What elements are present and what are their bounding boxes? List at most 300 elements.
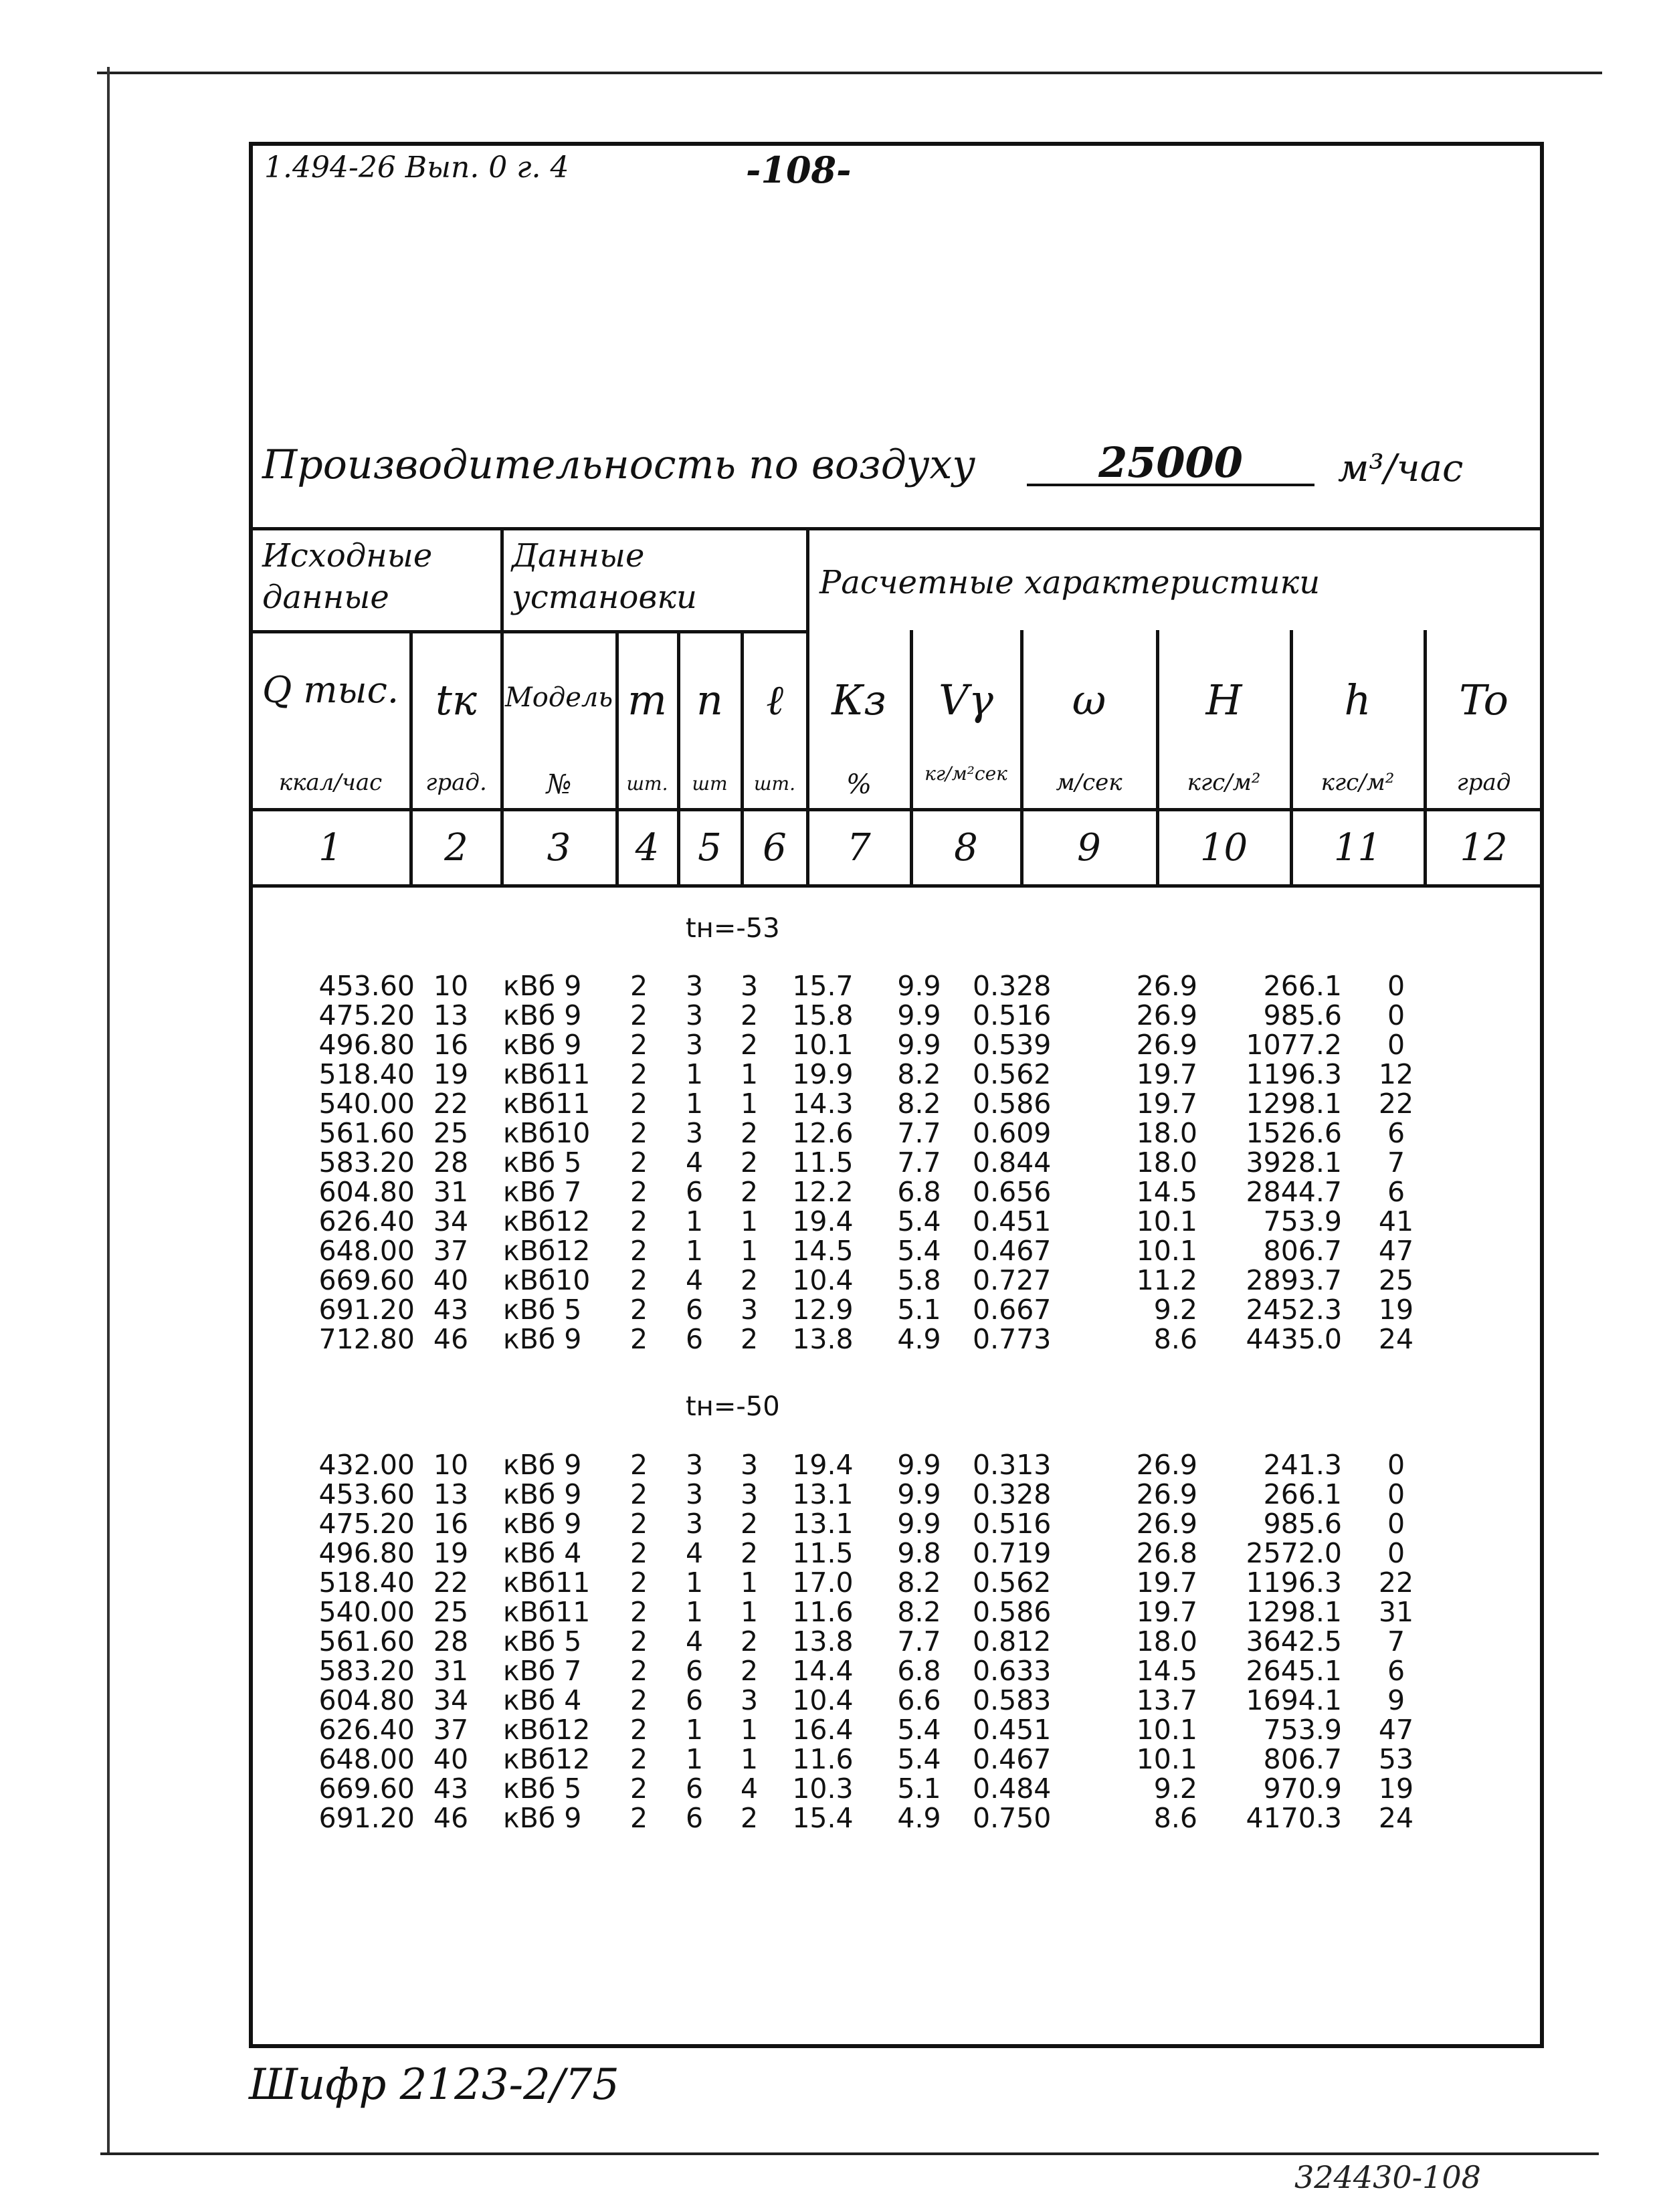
table-cell-col-11: 266.1 — [1263, 970, 1342, 1002]
table-cell-col-6: 2 — [740, 1537, 759, 1569]
table-cell-col-6: 4 — [740, 1773, 759, 1805]
table-cell-col-5: 6 — [685, 1802, 704, 1834]
table-cell-col-3: кВб 9 — [503, 1449, 582, 1481]
table-cell-col-1: 453.60 — [318, 1478, 415, 1510]
table-cell-col-12: 6 — [1387, 1176, 1405, 1208]
data-table-tn-53 — [256, 971, 1440, 1354]
table-cell-col-7: 16.4 — [792, 1714, 854, 1746]
table-cell-col-2: 37 — [433, 1235, 469, 1267]
table-cell-col-4: 2 — [629, 1449, 648, 1481]
table-cell-col-11: 2572.0 — [1246, 1537, 1342, 1569]
table-cell-col-12: 12 — [1378, 1058, 1414, 1090]
table-cell-col-1: 540.00 — [318, 1088, 415, 1120]
table-cell-col-11: 1196.3 — [1246, 1567, 1342, 1599]
table-cell-col-6: 2 — [740, 1029, 759, 1061]
table-cell-col-7: 10.4 — [792, 1264, 854, 1296]
table-cell-col-11: 3642.5 — [1246, 1625, 1342, 1657]
data-table-tn-50 — [256, 1450, 1440, 1833]
table-cell-col-12: 19 — [1378, 1294, 1414, 1326]
table-cell-col-4: 2 — [629, 1058, 648, 1090]
table-cell-col-6: 3 — [740, 1478, 759, 1510]
table-cell-col-10: 19.7 — [1136, 1596, 1197, 1628]
table-cell-col-3: кВб 5 — [503, 1773, 582, 1805]
table-cell-col-5: 3 — [685, 1117, 704, 1149]
table-cell-col-8: 5.4 — [897, 1714, 941, 1746]
table-cell-col-2: 19 — [433, 1058, 469, 1090]
table-cell-col-2: 31 — [433, 1655, 469, 1687]
table-cell-col-9: 0.633 — [973, 1655, 1052, 1687]
section-label-tn-50: tн=-50 — [686, 1391, 780, 1422]
table-cell-col-2: 43 — [433, 1773, 469, 1805]
table-row — [256, 1060, 1440, 1089]
table-cell-col-7: 13.8 — [792, 1323, 854, 1355]
col-12-number: 12 — [1460, 826, 1508, 870]
table-cell-col-11: 753.9 — [1263, 1714, 1342, 1746]
table-cell-col-10: 18.0 — [1136, 1146, 1197, 1179]
table-cell-col-12: 6 — [1387, 1117, 1405, 1149]
table-cell-col-8: 5.1 — [897, 1294, 941, 1326]
section-label-tn-53: tн=-53 — [686, 913, 780, 944]
col-2-unit: град. — [425, 769, 487, 796]
table-cell-col-8: 7.7 — [897, 1146, 941, 1179]
table-cell-col-7: 13.8 — [792, 1625, 854, 1657]
table-cell-col-1: 496.80 — [318, 1537, 415, 1569]
table-cell-col-4: 2 — [629, 1117, 648, 1149]
table-cell-col-8: 9.9 — [897, 1508, 941, 1540]
table-cell-col-7: 11.6 — [792, 1743, 854, 1775]
table-cell-col-9: 0.451 — [973, 1714, 1052, 1746]
table-cell-col-5: 3 — [685, 1449, 704, 1481]
table-cell-col-10: 9.2 — [1153, 1294, 1197, 1326]
table-cell-col-7: 10.1 — [792, 1029, 854, 1061]
table-cell-col-8: 5.1 — [897, 1773, 941, 1805]
table-cell-col-12: 0 — [1387, 970, 1405, 1002]
table-cell-col-6: 2 — [740, 1176, 759, 1208]
table-cell-col-10: 19.7 — [1136, 1567, 1197, 1599]
group-initial-data: Исходные данные — [262, 537, 433, 616]
table-cell-col-2: 10 — [433, 1449, 469, 1481]
col-6-number: 6 — [763, 826, 787, 870]
table-cell-col-9: 0.719 — [973, 1537, 1052, 1569]
table-cell-col-1: 496.80 — [318, 1029, 415, 1061]
table-cell-col-5: 3 — [685, 999, 704, 1031]
table-cell-col-7: 19.4 — [792, 1205, 854, 1237]
table-cell-col-11: 2893.7 — [1246, 1264, 1342, 1296]
col-5-unit: шт — [692, 773, 728, 795]
table-cell-col-5: 1 — [685, 1567, 704, 1599]
table-cell-col-11: 806.7 — [1263, 1743, 1342, 1775]
table-cell-col-3: кВб 7 — [503, 1176, 582, 1208]
table-cell-col-12: 53 — [1378, 1743, 1414, 1775]
table-cell-col-1: 540.00 — [318, 1596, 415, 1628]
table-cell-col-10: 10.1 — [1136, 1205, 1197, 1237]
table-cell-col-4: 2 — [629, 1264, 648, 1296]
capacity-label: Производительность по воздуху — [262, 441, 976, 488]
table-cell-col-1: 648.00 — [318, 1743, 415, 1775]
table-cell-col-6: 3 — [740, 970, 759, 1002]
table-cell-col-3: кВб 7 — [503, 1655, 582, 1687]
table-cell-col-3: кВб 9 — [503, 999, 582, 1031]
table-cell-col-8: 8.2 — [897, 1567, 941, 1599]
table-cell-col-4: 2 — [629, 1714, 648, 1746]
table-cell-col-3: кВб11 — [503, 1596, 591, 1628]
col-7-symbol: Кз — [832, 676, 886, 724]
table-cell-col-8: 9.8 — [897, 1537, 941, 1569]
table-cell-col-1: 583.20 — [318, 1146, 415, 1179]
table-cell-col-1: 518.40 — [318, 1567, 415, 1599]
table-cell-col-12: 25 — [1378, 1264, 1414, 1296]
table-cell-col-3: кВб10 — [503, 1264, 591, 1296]
table-cell-col-11: 2452.3 — [1246, 1294, 1342, 1326]
table-cell-col-9: 0.812 — [973, 1625, 1052, 1657]
table-cell-col-6: 1 — [740, 1205, 759, 1237]
table-cell-col-11: 4435.0 — [1246, 1323, 1342, 1355]
table-cell-col-3: кВб 5 — [503, 1625, 582, 1657]
table-cell-col-8: 8.2 — [897, 1088, 941, 1120]
table-cell-col-6: 1 — [740, 1567, 759, 1599]
col-7-number: 7 — [847, 826, 871, 870]
table-cell-col-9: 0.562 — [973, 1058, 1052, 1090]
table-cell-col-8: 7.7 — [897, 1625, 941, 1657]
document-code: 1.494-26 Вып. 0 г. 4 — [264, 150, 569, 185]
table-cell-col-12: 24 — [1378, 1323, 1414, 1355]
table-cell-col-2: 25 — [433, 1117, 469, 1149]
table-cell-col-6: 1 — [740, 1058, 759, 1090]
table-cell-col-12: 0 — [1387, 1478, 1405, 1510]
table-cell-col-4: 2 — [629, 1684, 648, 1716]
table-cell-col-7: 15.7 — [792, 970, 854, 1002]
table-cell-col-5: 6 — [685, 1294, 704, 1326]
table-cell-col-2: 16 — [433, 1029, 469, 1061]
table-cell-col-11: 753.9 — [1263, 1205, 1342, 1237]
table-cell-col-7: 11.5 — [792, 1146, 854, 1179]
bottom-border-rule — [100, 2152, 1599, 2155]
table-cell-col-2: 31 — [433, 1176, 469, 1208]
table-cell-col-7: 19.9 — [792, 1058, 854, 1090]
table-cell-col-9: 0.773 — [973, 1323, 1052, 1355]
col-3-number: 3 — [547, 826, 571, 870]
table-cell-col-8: 4.9 — [897, 1802, 941, 1834]
table-row — [256, 1030, 1440, 1060]
table-cell-col-7: 12.9 — [792, 1294, 854, 1326]
table-cell-col-10: 18.0 — [1136, 1625, 1197, 1657]
table-cell-col-12: 9 — [1387, 1684, 1405, 1716]
table-cell-col-11: 4170.3 — [1246, 1802, 1342, 1834]
table-cell-col-6: 3 — [740, 1449, 759, 1481]
table-cell-col-9: 0.583 — [973, 1684, 1052, 1716]
table-cell-col-11: 1196.3 — [1246, 1058, 1342, 1090]
table-cell-col-11: 1694.1 — [1246, 1684, 1342, 1716]
top-border-rule — [97, 72, 1602, 74]
col-4-unit: шт. — [626, 773, 668, 795]
table-cell-col-3: кВб12 — [503, 1743, 591, 1775]
table-cell-col-6: 2 — [740, 1655, 759, 1687]
table-cell-col-8: 4.9 — [897, 1323, 941, 1355]
table-cell-col-5: 1 — [685, 1205, 704, 1237]
table-cell-col-6: 2 — [740, 1323, 759, 1355]
table-cell-col-9: 0.586 — [973, 1596, 1052, 1628]
table-cell-col-6: 1 — [740, 1714, 759, 1746]
table-cell-col-10: 9.2 — [1153, 1773, 1197, 1805]
table-cell-col-3: кВб 4 — [503, 1684, 582, 1716]
table-cell-col-5: 4 — [685, 1264, 704, 1296]
table-row — [256, 1509, 1440, 1538]
table-cell-col-1: 561.60 — [318, 1625, 415, 1657]
table-cell-col-1: 626.40 — [318, 1205, 415, 1237]
table-cell-col-1: 583.20 — [318, 1655, 415, 1687]
table-cell-col-1: 604.80 — [318, 1684, 415, 1716]
table-cell-col-4: 2 — [629, 999, 648, 1031]
table-row — [256, 1715, 1440, 1744]
table-cell-col-5: 4 — [685, 1537, 704, 1569]
table-cell-col-8: 9.9 — [897, 970, 941, 1002]
capacity-unit: м³/час — [1338, 447, 1464, 490]
table-cell-col-5: 1 — [685, 1235, 704, 1267]
table-cell-col-5: 3 — [685, 1029, 704, 1061]
table-cell-col-6: 1 — [740, 1235, 759, 1267]
table-cell-col-7: 17.0 — [792, 1567, 854, 1599]
table-cell-col-10: 26.8 — [1136, 1537, 1197, 1569]
table-cell-col-9: 0.750 — [973, 1802, 1052, 1834]
table-cell-col-9: 0.586 — [973, 1088, 1052, 1120]
table-cell-col-11: 1298.1 — [1246, 1088, 1342, 1120]
table-cell-col-12: 47 — [1378, 1714, 1414, 1746]
table-cell-col-4: 2 — [629, 1088, 648, 1120]
table-cell-col-2: 40 — [433, 1743, 469, 1775]
table-cell-col-12: 0 — [1387, 1449, 1405, 1481]
table-cell-col-3: кВб 5 — [503, 1146, 582, 1179]
table-cell-col-5: 1 — [685, 1596, 704, 1628]
col-3-unit: № — [546, 769, 572, 800]
table-cell-col-4: 2 — [629, 1625, 648, 1657]
table-cell-col-5: 4 — [685, 1625, 704, 1657]
table-cell-col-3: кВб 9 — [503, 1508, 582, 1540]
col-8-unit: кг/м²сек — [924, 763, 1007, 785]
col-11-symbol: h — [1344, 676, 1371, 724]
table-cell-col-11: 1077.2 — [1246, 1029, 1342, 1061]
table-cell-col-2: 22 — [433, 1088, 469, 1120]
table-cell-col-11: 266.1 — [1263, 1478, 1342, 1510]
col-3-symbol: Модель — [504, 682, 613, 713]
table-cell-col-11: 985.6 — [1263, 1508, 1342, 1540]
footer-code: Шифр 2123-2/75 — [249, 2060, 619, 2110]
table-cell-col-2: 16 — [433, 1508, 469, 1540]
table-cell-col-3: кВб12 — [503, 1235, 591, 1267]
table-cell-col-6: 2 — [740, 1264, 759, 1296]
table-cell-col-4: 2 — [629, 1146, 648, 1179]
table-cell-col-4: 2 — [629, 1205, 648, 1237]
capacity-value: 25000 — [1098, 438, 1243, 487]
table-row — [256, 1295, 1440, 1324]
table-cell-col-1: 453.60 — [318, 970, 415, 1002]
table-row — [256, 1148, 1440, 1177]
col-6-unit: шт. — [754, 773, 795, 795]
table-cell-col-1: 518.40 — [318, 1058, 415, 1090]
table-row — [256, 1656, 1440, 1686]
table-cell-col-10: 19.7 — [1136, 1058, 1197, 1090]
table-cell-col-6: 2 — [740, 1625, 759, 1657]
table-cell-col-5: 4 — [685, 1146, 704, 1179]
col-11-unit: кгс/м² — [1321, 769, 1395, 796]
table-cell-col-6: 1 — [740, 1596, 759, 1628]
table-cell-col-5: 3 — [685, 1508, 704, 1540]
table-row — [256, 1627, 1440, 1656]
table-cell-col-7: 13.1 — [792, 1478, 854, 1510]
col-7-unit: % — [846, 769, 872, 800]
table-cell-col-3: кВб 9 — [503, 1029, 582, 1061]
table-cell-col-9: 0.467 — [973, 1235, 1052, 1267]
table-cell-col-12: 31 — [1378, 1596, 1414, 1628]
header-rule-top — [251, 527, 1542, 530]
table-cell-col-10: 13.7 — [1136, 1684, 1197, 1716]
col-10-unit: кгс/м² — [1187, 769, 1261, 796]
table-cell-col-10: 8.6 — [1153, 1802, 1197, 1834]
table-cell-col-5: 3 — [685, 1478, 704, 1510]
table-cell-col-9: 0.516 — [973, 999, 1052, 1031]
table-cell-col-4: 2 — [629, 1773, 648, 1805]
table-cell-col-10: 11.2 — [1136, 1264, 1197, 1296]
col-4-number: 4 — [635, 826, 660, 870]
table-cell-col-4: 2 — [629, 1508, 648, 1540]
table-row — [256, 1686, 1440, 1715]
table-row — [256, 971, 1440, 1001]
table-cell-col-6: 2 — [740, 1802, 759, 1834]
table-cell-col-3: кВб11 — [503, 1567, 591, 1599]
table-cell-col-10: 8.6 — [1153, 1323, 1197, 1355]
table-cell-col-2: 34 — [433, 1684, 469, 1716]
table-cell-col-6: 2 — [740, 1117, 759, 1149]
table-cell-col-12: 0 — [1387, 1029, 1405, 1061]
table-cell-col-10: 26.9 — [1136, 1449, 1197, 1481]
table-cell-col-2: 28 — [433, 1146, 469, 1179]
table-cell-col-4: 2 — [629, 1596, 648, 1628]
table-cell-col-12: 24 — [1378, 1802, 1414, 1834]
table-cell-col-10: 26.9 — [1136, 970, 1197, 1002]
table-row — [256, 1118, 1440, 1148]
table-cell-col-5: 6 — [685, 1176, 704, 1208]
table-cell-col-8: 6.6 — [897, 1684, 941, 1716]
table-cell-col-3: кВб 9 — [503, 1323, 582, 1355]
header-rule-bottom — [251, 884, 1542, 888]
table-row — [256, 1236, 1440, 1266]
col-2-symbol: tк — [435, 676, 477, 724]
table-cell-col-2: 19 — [433, 1537, 469, 1569]
table-cell-col-8: 9.9 — [897, 1029, 941, 1061]
table-cell-col-8: 8.2 — [897, 1596, 941, 1628]
table-cell-col-2: 37 — [433, 1714, 469, 1746]
col-8-symbol: Vγ — [939, 676, 993, 724]
table-cell-col-10: 19.7 — [1136, 1088, 1197, 1120]
table-cell-col-7: 14.4 — [792, 1655, 854, 1687]
table-cell-col-4: 2 — [629, 1323, 648, 1355]
table-cell-col-2: 13 — [433, 1478, 469, 1510]
table-cell-col-12: 22 — [1378, 1088, 1414, 1120]
table-cell-col-6: 1 — [740, 1088, 759, 1120]
table-cell-col-7: 11.5 — [792, 1537, 854, 1569]
table-cell-col-10: 26.9 — [1136, 999, 1197, 1031]
table-cell-col-4: 2 — [629, 1802, 648, 1834]
table-cell-col-7: 15.4 — [792, 1802, 854, 1834]
table-cell-col-8: 8.2 — [897, 1058, 941, 1090]
table-cell-col-2: 34 — [433, 1205, 469, 1237]
col-10-number: 10 — [1199, 826, 1248, 870]
table-cell-col-9: 0.844 — [973, 1146, 1052, 1179]
table-cell-col-2: 10 — [433, 970, 469, 1002]
table-cell-col-12: 0 — [1387, 999, 1405, 1031]
table-cell-col-3: кВб 9 — [503, 1802, 582, 1834]
table-cell-col-2: 22 — [433, 1567, 469, 1599]
col-2-number: 2 — [444, 826, 468, 870]
table-cell-col-6: 3 — [740, 1684, 759, 1716]
col-10-symbol: H — [1205, 676, 1242, 724]
table-cell-col-12: 7 — [1387, 1146, 1405, 1179]
group-calculated: Расчетные характеристики — [819, 564, 1321, 601]
table-cell-col-8: 9.9 — [897, 1478, 941, 1510]
table-cell-col-9: 0.656 — [973, 1176, 1052, 1208]
table-cell-col-4: 2 — [629, 1294, 648, 1326]
archive-stamp: 324430-108 — [1294, 2159, 1481, 2195]
table-cell-col-8: 5.8 — [897, 1264, 941, 1296]
table-cell-col-11: 2645.1 — [1246, 1655, 1342, 1687]
table-cell-col-1: 475.20 — [318, 999, 415, 1031]
table-row — [256, 1177, 1440, 1207]
table-cell-col-9: 0.313 — [973, 1449, 1052, 1481]
table-cell-col-8: 9.9 — [897, 1449, 941, 1481]
table-cell-col-1: 648.00 — [318, 1235, 415, 1267]
table-cell-col-9: 0.328 — [973, 1478, 1052, 1510]
table-cell-col-7: 12.6 — [792, 1117, 854, 1149]
page-number: -108- — [746, 148, 852, 191]
table-cell-col-9: 0.484 — [973, 1773, 1052, 1805]
table-cell-col-4: 2 — [629, 1029, 648, 1061]
table-row — [256, 1266, 1440, 1295]
table-cell-col-7: 14.3 — [792, 1088, 854, 1120]
table-cell-col-1: 712.80 — [318, 1323, 415, 1355]
table-cell-col-2: 43 — [433, 1294, 469, 1326]
table-cell-col-5: 6 — [685, 1684, 704, 1716]
col-9-symbol: ω — [1072, 676, 1106, 724]
table-cell-col-9: 0.516 — [973, 1508, 1052, 1540]
table-cell-col-7: 10.4 — [792, 1684, 854, 1716]
table-cell-col-7: 12.2 — [792, 1176, 854, 1208]
table-cell-col-6: 2 — [740, 1146, 759, 1179]
table-cell-col-12: 0 — [1387, 1508, 1405, 1540]
table-cell-col-10: 18.0 — [1136, 1117, 1197, 1149]
col-5-number: 5 — [698, 826, 722, 870]
table-cell-col-11: 241.3 — [1263, 1449, 1342, 1481]
table-cell-col-8: 7.7 — [897, 1117, 941, 1149]
table-cell-col-9: 0.562 — [973, 1567, 1052, 1599]
col-12-symbol: To — [1459, 676, 1508, 724]
table-cell-col-12: 7 — [1387, 1625, 1405, 1657]
col-1-unit: ккал/час — [278, 769, 383, 796]
table-cell-col-11: 985.6 — [1263, 999, 1342, 1031]
table-cell-col-5: 6 — [685, 1655, 704, 1687]
table-cell-col-4: 2 — [629, 1567, 648, 1599]
table-cell-col-6: 2 — [740, 999, 759, 1031]
table-cell-col-3: кВб12 — [503, 1714, 591, 1746]
table-cell-col-3: кВб 9 — [503, 970, 582, 1002]
table-row — [256, 1089, 1440, 1118]
table-cell-col-7: 10.3 — [792, 1773, 854, 1805]
table-cell-col-4: 2 — [629, 970, 648, 1002]
table-cell-col-8: 6.8 — [897, 1655, 941, 1687]
table-cell-col-5: 3 — [685, 970, 704, 1002]
table-cell-col-3: кВб11 — [503, 1088, 591, 1120]
table-cell-col-8: 5.4 — [897, 1205, 941, 1237]
table-cell-col-10: 10.1 — [1136, 1714, 1197, 1746]
table-cell-col-5: 1 — [685, 1088, 704, 1120]
